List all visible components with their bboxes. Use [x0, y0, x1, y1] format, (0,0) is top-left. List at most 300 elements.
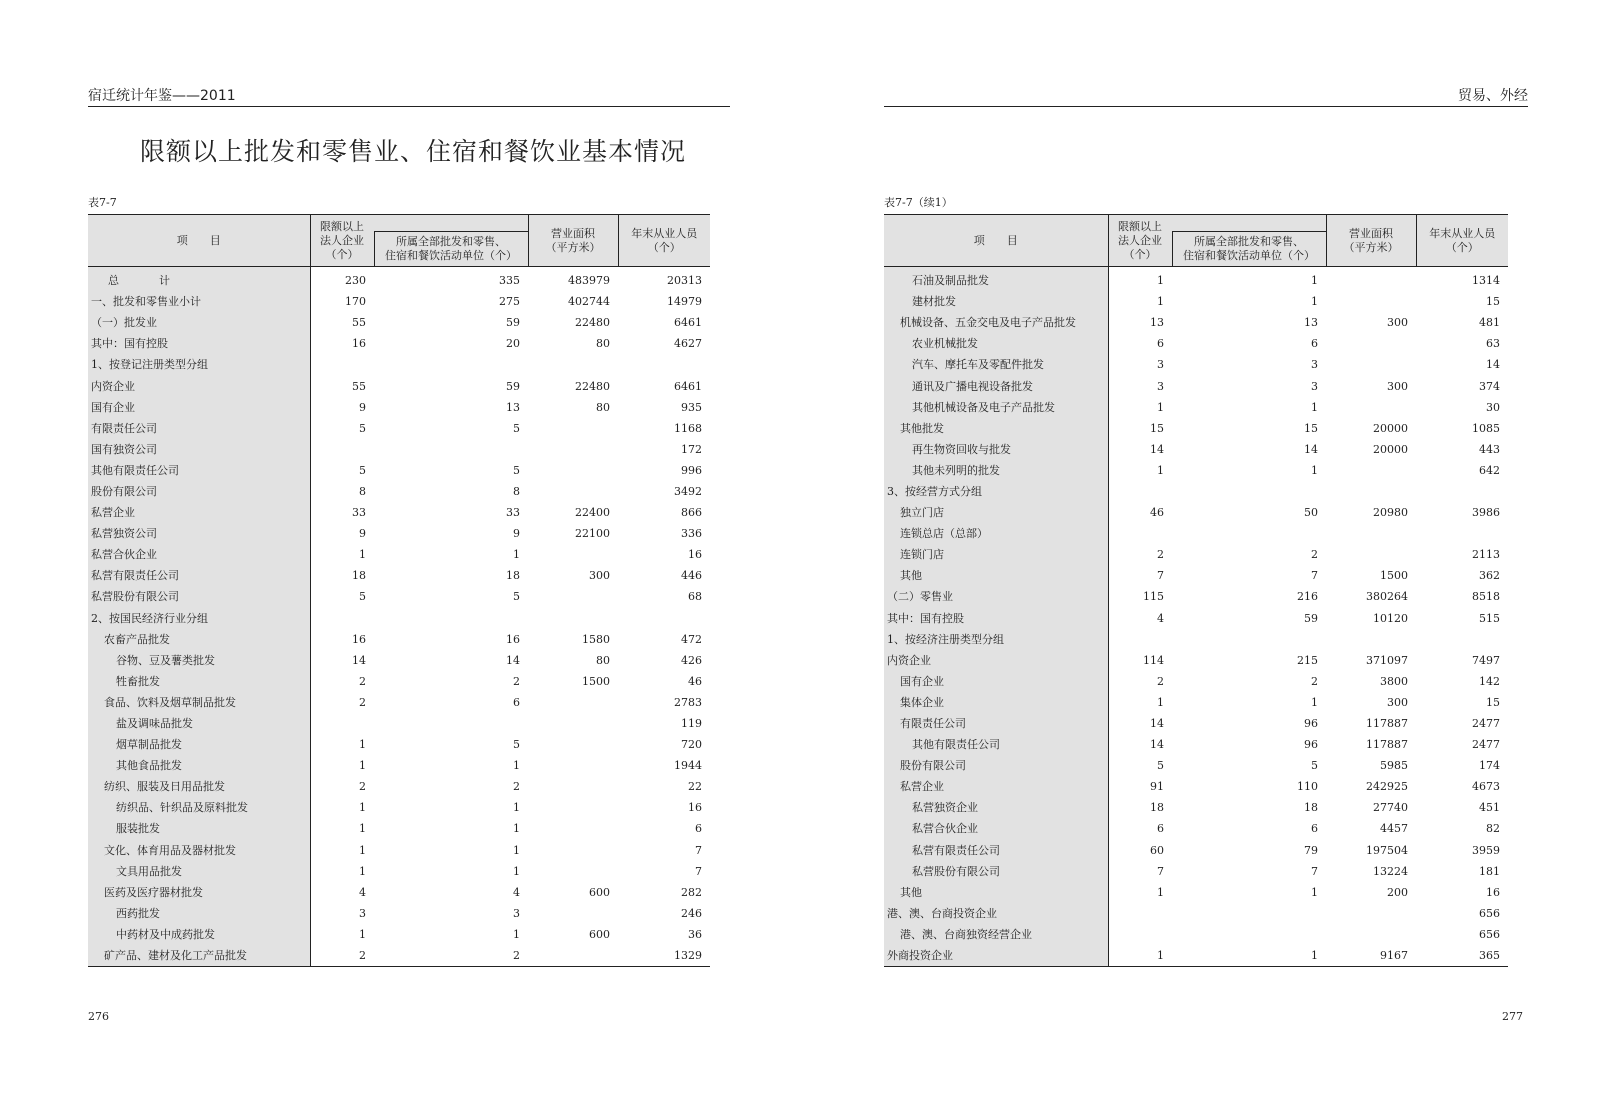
cell-business-area — [528, 755, 618, 776]
cell-legal-entities — [1108, 481, 1172, 502]
row-name: 私营有限责任公司 — [884, 840, 1108, 861]
cell-activity-units: 5 — [513, 421, 520, 435]
cell-employees: 4627 — [674, 337, 702, 351]
cell-business-area — [1326, 397, 1416, 418]
cell-employees: 36 — [688, 927, 702, 941]
cell-business-area: 402744 — [568, 295, 610, 309]
cell-activity-units: 2 — [513, 780, 520, 794]
row-name: 私营股份有限公司 — [884, 861, 1108, 882]
cell-business-area: 1500 — [582, 674, 610, 688]
cell-legal-entities — [1108, 629, 1172, 650]
table-row — [88, 312, 710, 333]
cell-activity-units — [1172, 629, 1326, 650]
row-name: 私营合伙企业 — [884, 818, 1108, 839]
cell-legal-entities: 115 — [1143, 590, 1164, 604]
table-row — [88, 818, 710, 839]
row-name: 私营企业 — [884, 776, 1108, 797]
cell-legal-entities: 3 — [359, 906, 366, 920]
cell-activity-units: 5 — [1311, 759, 1318, 773]
cell-activity-units: 7 — [1311, 864, 1318, 878]
cell-employees: 935 — [681, 400, 702, 414]
table-row — [88, 544, 710, 565]
table-row — [88, 502, 710, 523]
cell-business-area — [528, 692, 618, 713]
cell-activity-units: 275 — [499, 295, 520, 309]
cell-activity-units: 1 — [513, 822, 520, 836]
table-row — [884, 565, 1508, 586]
row-name: 私营独资企业 — [884, 797, 1108, 818]
table-row — [88, 924, 710, 945]
cell-activity-units: 5 — [513, 463, 520, 477]
cell-employees: 16 — [688, 548, 702, 562]
row-name: 集体企业 — [884, 692, 1108, 713]
page-number-left: 276 — [88, 1010, 109, 1023]
cell-employees: 720 — [681, 738, 702, 752]
cell-activity-units: 50 — [1304, 506, 1318, 520]
row-name: 外商投资企业 — [884, 945, 1108, 967]
cell-legal-entities: 2 — [310, 945, 374, 967]
cell-employees — [1416, 481, 1508, 502]
cell-activity-units: 6 — [1311, 337, 1318, 351]
cell-employees: 14979 — [667, 295, 702, 309]
cell-business-area — [1326, 523, 1416, 544]
row-name: 1、按登记注册类型分组 — [88, 354, 310, 375]
table-row — [88, 692, 710, 713]
cell-legal-entities: 4 — [359, 885, 366, 899]
table-row — [88, 650, 710, 671]
cell-employees: 656 — [1479, 906, 1500, 920]
cell-employees — [1416, 629, 1508, 650]
header-col-c: 营业面积 （平方米） — [1326, 215, 1416, 267]
cell-employees: 866 — [681, 506, 702, 520]
cell-employees: 282 — [681, 885, 702, 899]
cell-legal-entities: 9 — [359, 527, 366, 541]
cell-activity-units — [1172, 924, 1326, 945]
cell-business-area: 300 — [1387, 695, 1408, 709]
cell-activity-units: 6 — [1311, 822, 1318, 836]
cell-legal-entities: 6 — [1157, 822, 1164, 836]
row-name: 盐及调味品批发 — [88, 713, 310, 734]
table-row — [88, 713, 710, 734]
cell-activity-units: 4 — [513, 885, 520, 899]
table-row — [88, 629, 710, 650]
cell-legal-entities — [310, 608, 374, 629]
table-row — [884, 903, 1508, 924]
table-row — [884, 734, 1508, 755]
cell-legal-entities: 60 — [1150, 843, 1164, 857]
header-col-d: 年末从业人员 （个） — [1416, 215, 1508, 267]
cell-employees: 15 — [1486, 695, 1500, 709]
row-name: 其他未列明的批发 — [884, 460, 1108, 481]
cell-business-area: 300 — [589, 569, 610, 583]
cell-activity-units: 1 — [513, 843, 520, 857]
cell-activity-units — [374, 354, 528, 375]
cell-legal-entities: 2 — [1157, 674, 1164, 688]
cell-legal-entities: 5 — [359, 463, 366, 477]
row-name: 文化、体育用品及器材批发 — [88, 840, 310, 861]
table-row — [884, 312, 1508, 333]
table-row — [884, 333, 1508, 354]
cell-legal-entities: 1 — [1108, 945, 1172, 967]
left-page — [0, 0, 804, 1099]
cell-activity-units: 1 — [513, 759, 520, 773]
row-name: 农畜产品批发 — [88, 629, 310, 650]
table-row — [884, 481, 1508, 502]
row-name: 其他食品批发 — [88, 755, 310, 776]
cell-activity-units: 13 — [506, 400, 520, 414]
cell-activity-units: 96 — [1304, 738, 1318, 752]
cell-legal-entities — [1108, 523, 1172, 544]
cell-legal-entities: 13 — [1150, 316, 1164, 330]
cell-employees: 20313 — [667, 274, 702, 288]
row-name: 牲畜批发 — [88, 671, 310, 692]
cell-employees: 6461 — [674, 379, 702, 393]
row-name: 私营企业 — [88, 502, 310, 523]
cell-activity-units: 110 — [1297, 780, 1318, 794]
running-head-right: 贸易、外经 — [884, 85, 1528, 107]
cell-legal-entities: 55 — [352, 379, 366, 393]
cell-business-area — [528, 354, 618, 375]
cell-business-area — [528, 608, 618, 629]
row-name: 有限责任公司 — [884, 713, 1108, 734]
table-row — [88, 840, 710, 861]
table-row — [88, 439, 710, 460]
row-name: 连锁门店 — [884, 544, 1108, 565]
cell-legal-entities: 18 — [1150, 801, 1164, 815]
cell-legal-entities: 5 — [359, 590, 366, 604]
row-name: 港、澳、台商独资经营企业 — [884, 924, 1108, 945]
row-name: （一）批发业 — [88, 312, 310, 333]
cell-employees: 2113 — [1472, 548, 1500, 562]
row-name: 1、按经济注册类型分组 — [884, 629, 1108, 650]
cell-legal-entities: 1 — [359, 864, 366, 878]
cell-activity-units: 59 — [506, 379, 520, 393]
cell-employees: 172 — [681, 442, 702, 456]
cell-activity-units: 1 — [1311, 295, 1318, 309]
cell-legal-entities: 114 — [1143, 653, 1164, 667]
cell-legal-entities: 2 — [359, 674, 366, 688]
table-row — [884, 861, 1508, 882]
table-label-right: 表7-7（续1） — [884, 196, 953, 209]
cell-legal-entities: 1 — [1157, 400, 1164, 414]
table-row — [884, 945, 1508, 967]
table-row — [88, 882, 710, 903]
cell-employees: 1085 — [1472, 421, 1500, 435]
cell-business-area: 10120 — [1373, 611, 1408, 625]
table-label-left: 表7-7 — [88, 196, 117, 209]
cell-employees: 2783 — [674, 695, 702, 709]
cell-employees: 336 — [681, 527, 702, 541]
cell-business-area — [1326, 267, 1416, 292]
table-row — [884, 755, 1508, 776]
table-row — [884, 397, 1508, 418]
cell-legal-entities: 2 — [359, 780, 366, 794]
table-row — [884, 439, 1508, 460]
cell-legal-entities: 1 — [359, 548, 366, 562]
cell-activity-units: 215 — [1297, 653, 1318, 667]
row-name: 通讯及广播电视设备批发 — [884, 375, 1108, 396]
cell-employees: 374 — [1479, 379, 1500, 393]
row-name: 其他有限责任公司 — [884, 734, 1108, 755]
cell-legal-entities: 14 — [352, 653, 366, 667]
cell-business-area — [1326, 291, 1416, 312]
row-name: 其中：国有控股 — [88, 333, 310, 354]
cell-business-area: 117887 — [1366, 717, 1408, 731]
cell-business-area — [528, 734, 618, 755]
stat-table-left — [88, 214, 710, 967]
table-row — [88, 460, 710, 481]
cell-business-area — [528, 797, 618, 818]
cell-legal-entities: 1 — [1157, 295, 1164, 309]
cell-legal-entities: 1 — [1157, 274, 1164, 288]
cell-activity-units: 8 — [513, 484, 520, 498]
table-row — [88, 671, 710, 692]
table-row — [884, 629, 1508, 650]
table-row — [88, 755, 710, 776]
cell-activity-units: 20 — [506, 337, 520, 351]
cell-activity-units: 1 — [1311, 274, 1318, 288]
cell-activity-units: 16 — [506, 632, 520, 646]
cell-activity-units: 1 — [1311, 885, 1318, 899]
cell-legal-entities: 7 — [1157, 864, 1164, 878]
cell-activity-units: 1 — [1172, 945, 1326, 967]
row-name: 纺织品、针织品及原料批发 — [88, 797, 310, 818]
table-row — [884, 924, 1508, 945]
page-number-right: 277 — [1502, 1010, 1523, 1023]
row-name: 私营独资公司 — [88, 523, 310, 544]
table-body-right — [884, 267, 1508, 967]
cell-activity-units: 216 — [1297, 590, 1318, 604]
table-row — [884, 650, 1508, 671]
row-name: 其他批发 — [884, 418, 1108, 439]
cell-employees: 2477 — [1472, 738, 1500, 752]
cell-activity-units: 1 — [513, 548, 520, 562]
cell-business-area — [1326, 333, 1416, 354]
cell-legal-entities: 46 — [1150, 506, 1164, 520]
table-header — [88, 215, 710, 267]
cell-business-area — [528, 544, 618, 565]
cell-business-area: 600 — [589, 927, 610, 941]
cell-activity-units: 1 — [513, 864, 520, 878]
table-row — [88, 481, 710, 502]
cell-activity-units: 2 — [374, 945, 528, 967]
cell-employees — [618, 608, 710, 629]
header-col-b-spacer — [374, 215, 528, 232]
row-name: 内资企业 — [88, 375, 310, 396]
cell-legal-entities: 1 — [359, 822, 366, 836]
table-row — [88, 903, 710, 924]
row-name: 总 计 — [88, 267, 310, 292]
cell-activity-units: 3 — [1311, 379, 1318, 393]
cell-legal-entities: 14 — [1150, 738, 1164, 752]
cell-employees: 7497 — [1472, 653, 1500, 667]
cell-employees: 7 — [695, 864, 702, 878]
cell-activity-units — [1172, 523, 1326, 544]
cell-business-area: 20980 — [1373, 506, 1408, 520]
cell-employees: 996 — [681, 463, 702, 477]
header-col-b: 所属全部批发和零售、 住宿和餐饮活动单位（个） — [1172, 232, 1326, 267]
cell-activity-units: 96 — [1304, 717, 1318, 731]
cell-activity-units: 5 — [513, 738, 520, 752]
cell-activity-units — [1172, 481, 1326, 502]
cell-activity-units — [374, 713, 528, 734]
table-row — [884, 460, 1508, 481]
row-name: 其他 — [884, 565, 1108, 586]
cell-business-area — [528, 418, 618, 439]
cell-business-area: 9167 — [1326, 945, 1416, 967]
table-row — [884, 882, 1508, 903]
table-row — [88, 608, 710, 629]
header-item: 项 目 — [884, 215, 1108, 267]
cell-employees: 3492 — [674, 484, 702, 498]
row-name: 机械设备、五金交电及电子产品批发 — [884, 312, 1108, 333]
cell-legal-entities: 4 — [1157, 611, 1164, 625]
cell-business-area: 22100 — [575, 527, 610, 541]
cell-activity-units: 59 — [506, 316, 520, 330]
cell-business-area: 380264 — [1366, 590, 1408, 604]
cell-business-area — [528, 903, 618, 924]
cell-business-area — [528, 460, 618, 481]
cell-business-area: 13224 — [1373, 864, 1408, 878]
row-name: 服装批发 — [88, 818, 310, 839]
cell-business-area: 242925 — [1366, 780, 1408, 794]
cell-activity-units: 1 — [1311, 463, 1318, 477]
cell-employees: 515 — [1479, 611, 1500, 625]
table-row — [884, 713, 1508, 734]
row-name: 谷物、豆及薯类批发 — [88, 650, 310, 671]
cell-legal-entities: 1 — [359, 759, 366, 773]
table-row — [88, 375, 710, 396]
table-row — [884, 776, 1508, 797]
table-row — [884, 418, 1508, 439]
cell-activity-units: 3 — [513, 906, 520, 920]
cell-employees: 16 — [1486, 885, 1500, 899]
cell-employees: 246 — [681, 906, 702, 920]
header-col-b-spacer — [1172, 215, 1326, 232]
row-name: 石油及制品批发 — [884, 267, 1108, 292]
cell-legal-entities — [310, 713, 374, 734]
cell-activity-units: 2 — [1311, 548, 1318, 562]
cell-legal-entities: 7 — [1157, 569, 1164, 583]
table-row — [884, 354, 1508, 375]
row-name: 烟草制品批发 — [88, 734, 310, 755]
cell-business-area: 4457 — [1380, 822, 1408, 836]
cell-legal-entities: 18 — [352, 569, 366, 583]
cell-legal-entities — [310, 354, 374, 375]
cell-business-area — [528, 861, 618, 882]
row-name: 农业机械批发 — [884, 333, 1108, 354]
cell-business-area — [1326, 460, 1416, 481]
row-name: 汽车、摩托车及零配件批发 — [884, 354, 1108, 375]
cell-employees: 1944 — [674, 759, 702, 773]
cell-business-area — [1326, 629, 1416, 650]
cell-employees: 446 — [681, 569, 702, 583]
cell-business-area — [1326, 354, 1416, 375]
row-name: 股份有限公司 — [88, 481, 310, 502]
cell-employees: 656 — [1479, 927, 1500, 941]
table-row — [884, 502, 1508, 523]
row-name: 再生物资回收与批发 — [884, 439, 1108, 460]
cell-legal-entities: 3 — [1157, 358, 1164, 372]
cell-legal-entities: 2 — [1157, 548, 1164, 562]
row-name: 医药及医疗器材批发 — [88, 882, 310, 903]
header-col-b: 所属全部批发和零售、 住宿和餐饮活动单位（个） — [374, 232, 528, 267]
table-row — [88, 397, 710, 418]
cell-legal-entities: 9 — [359, 400, 366, 414]
cell-employees: 14 — [1486, 358, 1500, 372]
table-row — [884, 608, 1508, 629]
table-row — [884, 586, 1508, 607]
cell-business-area: 371097 — [1366, 653, 1408, 667]
cell-legal-entities: 6 — [1157, 337, 1164, 351]
cell-business-area — [528, 586, 618, 607]
table-row — [884, 523, 1508, 544]
cell-legal-entities: 14 — [1150, 442, 1164, 456]
row-name: 私营股份有限公司 — [88, 586, 310, 607]
cell-employees: 174 — [1479, 759, 1500, 773]
table-row — [884, 375, 1508, 396]
cell-legal-entities — [310, 439, 374, 460]
cell-activity-units: 15 — [1304, 421, 1318, 435]
cell-employees: 15 — [1486, 295, 1500, 309]
cell-activity-units: 33 — [506, 506, 520, 520]
table-row — [88, 333, 710, 354]
cell-legal-entities: 33 — [352, 506, 366, 520]
cell-activity-units: 2 — [1311, 674, 1318, 688]
row-name: 纺织、服装及日用品批发 — [88, 776, 310, 797]
cell-business-area: 27740 — [1373, 801, 1408, 815]
cell-activity-units: 79 — [1304, 843, 1318, 857]
cell-business-area: 197504 — [1366, 843, 1408, 857]
cell-employees: 142 — [1479, 674, 1500, 688]
cell-business-area: 22480 — [575, 316, 610, 330]
row-name: 独立门店 — [884, 502, 1108, 523]
cell-employees: 1168 — [674, 421, 702, 435]
cell-activity-units: 59 — [1304, 611, 1318, 625]
cell-legal-entities: 91 — [1150, 780, 1164, 794]
cell-legal-entities: 1 — [359, 801, 366, 815]
cell-business-area — [528, 776, 618, 797]
cell-business-area: 1500 — [1380, 569, 1408, 583]
table-row — [884, 291, 1508, 312]
cell-activity-units: 3 — [1311, 358, 1318, 372]
cell-legal-entities: 170 — [345, 295, 366, 309]
cell-employees: 1314 — [1472, 274, 1500, 288]
cell-legal-entities — [1108, 903, 1172, 924]
row-name: 内资企业 — [884, 650, 1108, 671]
cell-business-area: 20000 — [1373, 421, 1408, 435]
table-row — [884, 671, 1508, 692]
row-name: 一、批发和零售业小计 — [88, 291, 310, 312]
cell-business-area: 117887 — [1366, 738, 1408, 752]
table-row — [884, 797, 1508, 818]
cell-business-area: 300 — [1387, 316, 1408, 330]
cell-employees: 426 — [681, 653, 702, 667]
cell-employees: 642 — [1479, 463, 1500, 477]
cell-employees: 16 — [688, 801, 702, 815]
cell-business-area — [1326, 924, 1416, 945]
cell-activity-units: 2 — [513, 674, 520, 688]
table-row — [88, 291, 710, 312]
cell-activity-units: 335 — [499, 274, 520, 288]
row-name: 建材批发 — [884, 291, 1108, 312]
cell-legal-entities: 1 — [1157, 463, 1164, 477]
cell-legal-entities: 8 — [359, 484, 366, 498]
running-head-left: 宿迁统计年鉴——2011 — [88, 85, 730, 107]
page-title: 限额以上批发和零售业、住宿和餐饮业基本情况 — [140, 137, 687, 166]
row-name: 国有企业 — [88, 397, 310, 418]
cell-activity-units: 1 — [513, 801, 520, 815]
